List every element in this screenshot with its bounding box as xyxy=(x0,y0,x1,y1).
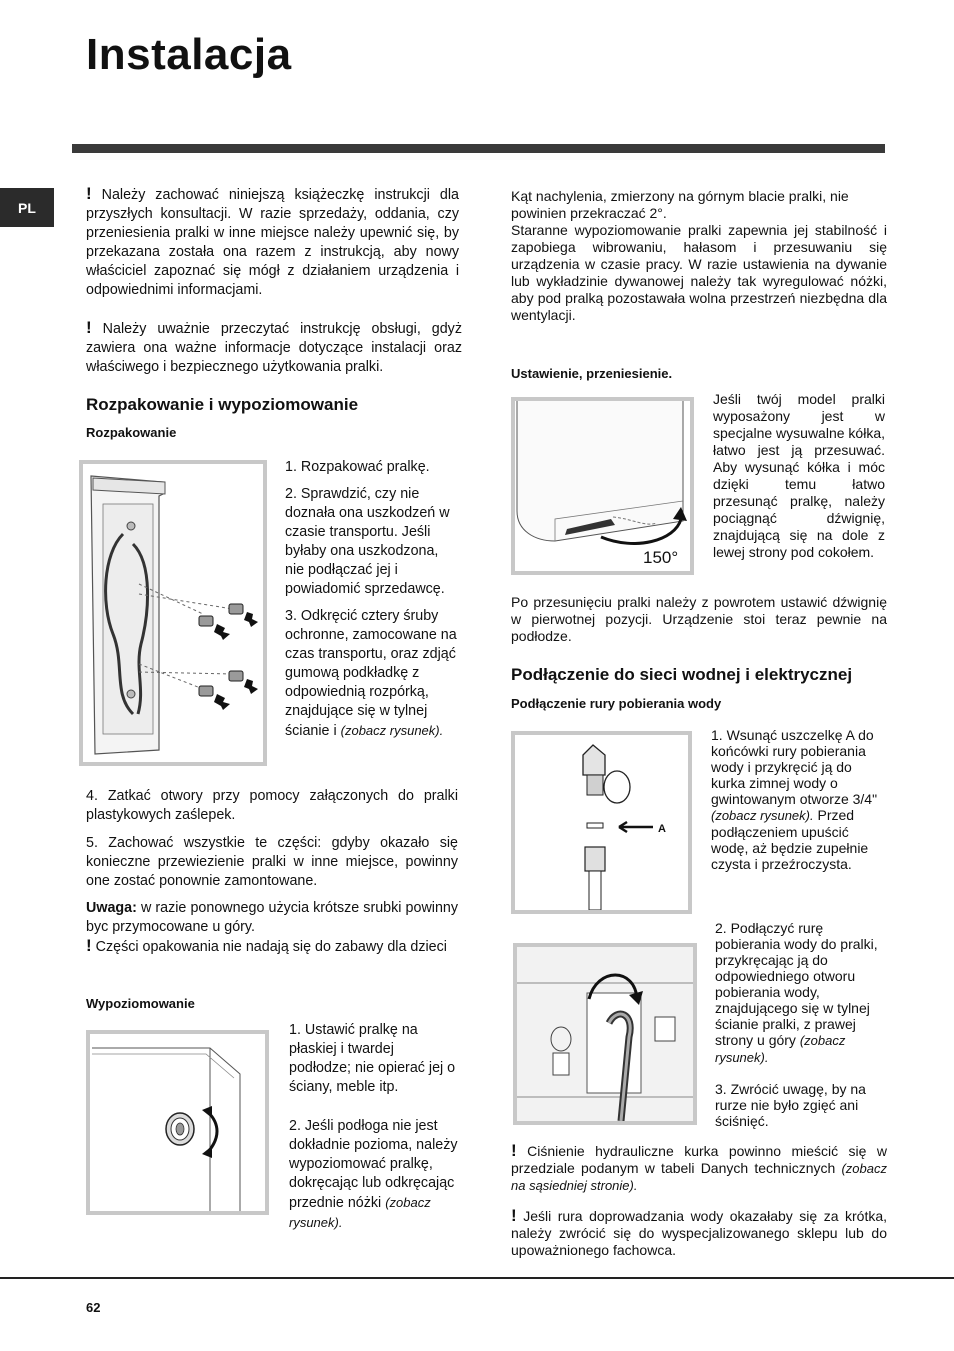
unpack-step-3: 3. Odkręcić cztery śruby ochronne, zamocowane na czas transportu, oraz zdjąć gumową podkładkę z odpowiednią rozpórką, znajdujące się w tylnej ścianie i (zobacz rysunek). xyxy=(285,608,457,739)
figure-wheels-lever xyxy=(511,397,694,575)
page-title: Instalacja xyxy=(86,30,292,79)
subheading-leveling: Wypoziomowanie xyxy=(86,996,195,1011)
level-step-2: 2. Jeśli podłoga nie jest dokładnie pozioma, należy wypoziomować pralkę, dokręcając lub odkręcając przednie nóżki (zobacz rysunek). xyxy=(289,1118,458,1230)
warning-hose-length: ! Jeśli rura doprowadzania wody okazałaby się za krótka, należy zwrócić się do wyspecjalizowanego sklepu lub do upoważnionego fachowca. xyxy=(511,1206,888,1258)
note-label: Uwaga: xyxy=(86,900,137,916)
water-step-1: 1. Wsunąć uszczelkę A do końcówki rury pobierania wody i przykręcić ją do kurka zimnej wody o gwintowanym otworze 3/4" (zobacz rysunek). Przed podłączeniem upuścić wodę, aż będzie zupełnie czysta i przeźroczysta. xyxy=(711,727,878,872)
after-moving-text: Po przesunięciu pralki należy z powrotem ustawić dźwignię w pierwotnej pozycji. Urządzenie stoi teraz pewnie na podłodze. xyxy=(511,594,887,644)
wheels-text: Jeśli twój model pralki wyposażony jest w specjalne wysuwalne kółka, łatwo jest ją przesuwać. Aby wysunąć kółka i móc dzięki temu łatwo przesunąć pralkę, należy pociągnąć dźwignię, znajdującą się na dole z lewej strony pod cokołem. xyxy=(713,391,885,560)
tilt-limit-text: Kąt nachylenia, zmierzony na górnym blacie pralki, nie powinien przekraczać 2°. xyxy=(511,188,849,221)
unpack-step-5: 5. Zachować wszystkie te części: gdyby okazało się konieczne przewiezienie pralki w inne miejsce, powinny one zostać ponownie zamontowane. xyxy=(86,835,458,889)
warning-icon: ! xyxy=(86,318,92,337)
warning-icon: ! xyxy=(511,1206,517,1225)
page-number: 62 xyxy=(86,1300,101,1315)
warning-icon: ! xyxy=(511,1141,517,1160)
unpack-step-2: 2. Sprawdzić, czy nie doznała ona uszkodzeń w czasie transportu. Jeśli byłaby ona uszkodzona, nie podłączać jej i powiadomić sprzedawcę. xyxy=(285,486,450,597)
figure-reference: (zobacz rysunek). xyxy=(711,808,814,823)
warning-keep-manual: ! Należy zachować niniejszą książeczkę instrukcji dla przyszłych konsultacji. W razie sprzedaży, oddania, czy przeniesienia pralki w inne miejsce należy upewnić się, by przekazana została ona razem z instrukcją, aby nowy właściciel zapoznać się mógł z działaniem urządzenia i odpowiednimi informacjami. xyxy=(86,184,459,298)
figure-reference: (zobacz rysunek). xyxy=(289,1195,431,1230)
figure-reference: (zobacz rysunek). xyxy=(340,723,444,738)
figure-tap-seal xyxy=(511,731,692,914)
note-shorter-screws: Uwaga: w razie ponownego użycia krótsze srubki powinny byc przymocowane u góry. xyxy=(86,900,458,935)
warning-icon: ! xyxy=(86,184,92,203)
seal-label-a: A xyxy=(658,823,666,835)
water-step-3: 3. Zwrócić uwagę, by na rurze nie było zgięć ani ściśnięć. xyxy=(715,1081,866,1129)
figure-leveling-foot xyxy=(86,1030,269,1215)
unpack-step-1: 1. Rozpakować pralkę. xyxy=(285,459,430,475)
warning-icon: ! xyxy=(86,936,92,955)
figure-reference: (zobacz na sąsiedniej stronie). xyxy=(511,1161,887,1193)
washer-back-illustration xyxy=(83,464,263,762)
subheading-unpacking: Rozpakowanie xyxy=(86,425,177,440)
angle-label: 150° xyxy=(643,548,679,567)
section-heading-connection: Podłączenie do sieci wodnej i elektrycznej xyxy=(511,665,853,684)
figure-reference: (zobacz rysunek). xyxy=(715,1033,846,1065)
section-heading-unpacking: Rozpakowanie i wypoziomowanie xyxy=(86,395,359,414)
leveling-benefit-text: Staranne wypoziomowanie pralki zapewnia jej stabilność i zapobiega wibrowaniu, hałasom i przesuwaniu się urządzenia w czasie pracy. W razie ustawienia na dywanie lub wykładzinie dywanowej należy tak wyregulować nóżki, aby pod pralką pozostawała wolna przestrzeń niezbędna dla wentylacji. xyxy=(511,222,887,323)
subheading-moving: Ustawienie, przeniesienie. xyxy=(511,366,673,381)
level-step-1: 1. Ustawić pralkę na płaskiej i twardej podłodze; nie opierać jej o ściany, meble itp. xyxy=(289,1022,456,1095)
wheels-lever-illustration xyxy=(515,401,690,571)
subheading-water-inlet: Podłączenie rury pobierania wody xyxy=(511,696,722,711)
language-tab: PL xyxy=(0,188,54,227)
hose-connection-illustration xyxy=(517,947,693,1121)
footer-rule xyxy=(0,1277,954,1279)
unpacking-steps-list xyxy=(285,458,461,749)
tap-seal-illustration xyxy=(515,735,688,910)
warning-packaging: ! Części opakowania nie nadają się do zabawy dla dzieci xyxy=(86,936,447,955)
figure-transport-screws xyxy=(79,460,267,766)
water-step-2: 2. Podłączyć rurę pobierania wody do pralki, przykręcając ją do odpowiedniego otworu pobierania wody, znajdującego się w tylnej ścianie pralki, z prawej strony u góry (zobacz rysunek). xyxy=(715,920,878,1065)
figure-hose-connection xyxy=(513,943,697,1125)
leveling-foot-illustration xyxy=(90,1034,265,1211)
unpack-step-4: 4. Zatkać otwory przy pomocy załączonych do pralki plastykowych zaślepek. xyxy=(86,788,458,823)
warning-water-pressure: ! Ciśnienie hydrauliczne kurka powinno mieścić się w przedziale podanym w tabeli Danych technicznych (zobacz na sąsiedniej stronie). xyxy=(511,1141,888,1193)
warning-read-manual: ! Należy uważnie przeczytać instrukcję obsługi, gdyż zawiera ona ważne informacje dotyczące instalacji oraz właściwego i bezpiecznego użytkowania pralki. xyxy=(86,318,462,375)
header-rule xyxy=(72,144,885,153)
